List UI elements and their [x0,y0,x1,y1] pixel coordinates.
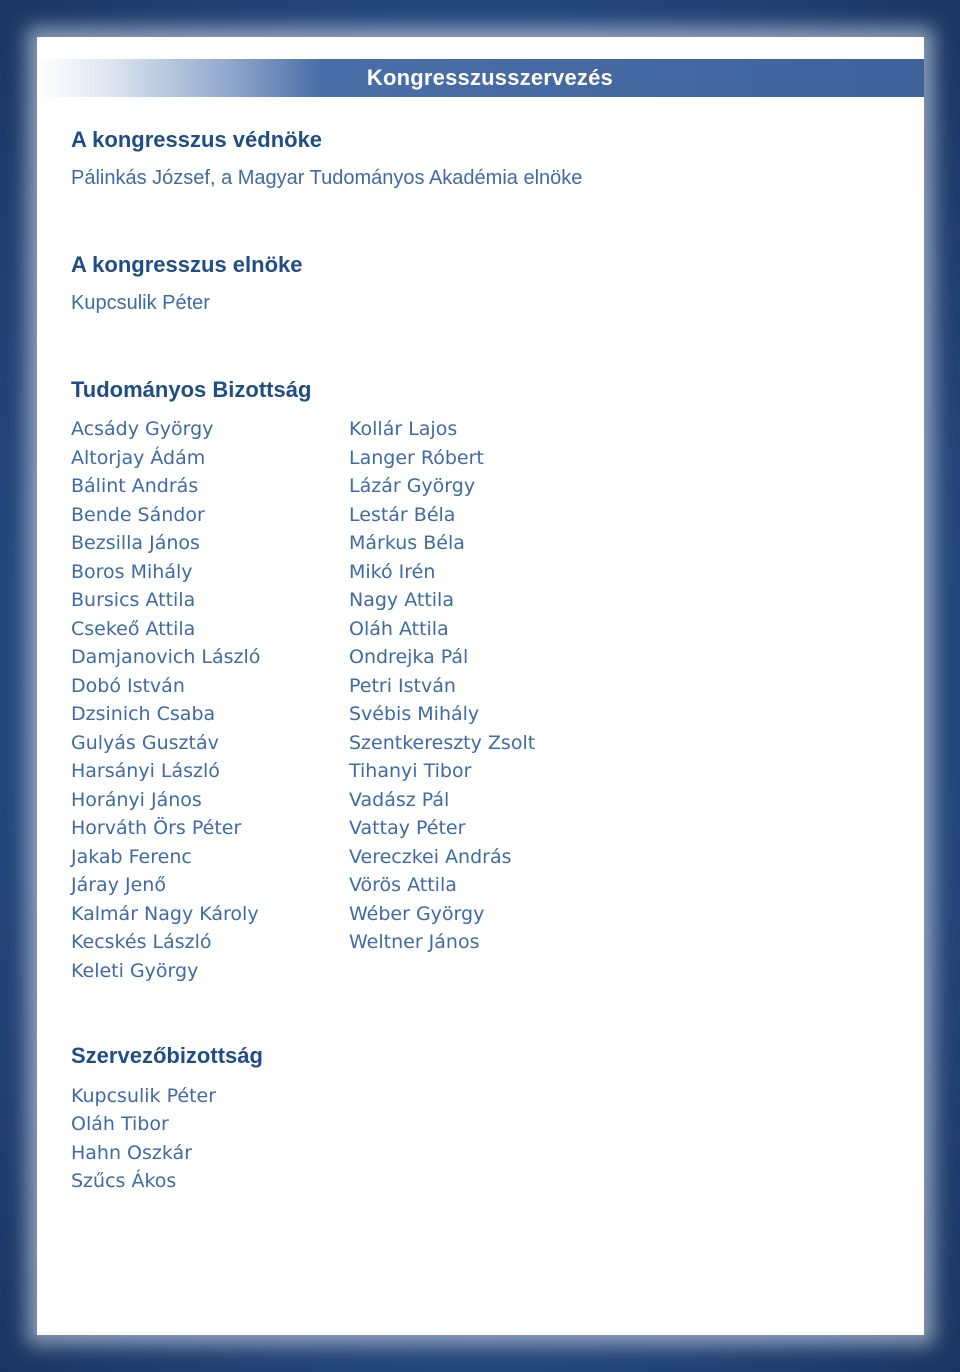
member-name: Petri István [349,674,456,697]
member-name: Márkus Béla [349,532,465,554]
member-name: Vadász Pál [349,788,450,811]
scientific-committee-column-1 [71,415,260,985]
organizing-committee-list [71,1082,216,1196]
member-name: Wéber György [349,902,485,925]
member-name: Kalmár Nagy Károly [71,902,259,925]
member-name: Szentkereszty Zsolt [349,731,536,754]
organizing-committee-heading: Szervezőbizottság [71,1043,263,1068]
member-name: Horányi János [71,788,202,811]
member-name: Bende Sándor [71,503,205,526]
member-name: Tihanyi Tibor [349,760,472,782]
member-name: Szűcs Ákos [71,1170,177,1193]
member-name: Dobó István [71,674,185,697]
member-name: Nagy Attila [349,589,454,611]
member-name: Csekeő Attila [71,617,196,640]
member-name: Svébis Mihály [349,703,480,725]
member-name: Bursics Attila [71,589,196,611]
member-name: Kupcsulik Péter [71,1085,217,1107]
member-name: Oláh Attila [349,617,449,640]
member-name: Altorjay Ádám [71,446,206,469]
member-name: Vörös Attila [349,874,457,896]
member-name: Gulyás Gusztáv [71,731,219,754]
member-name: Hahn Oszkár [71,1141,193,1164]
member-name: Dzsinich Csaba [71,703,216,725]
scientific-committee-column-2 [349,415,535,957]
document-page [37,37,924,1335]
member-name: Kollár Lajos [349,418,458,440]
president-name: Kupcsulik Péter [71,292,210,314]
member-name: Bezsilla János [71,532,200,554]
member-name: Keleti György [71,959,199,982]
section-banner [37,59,924,97]
member-name: Ondrejka Pál [349,646,469,668]
member-name: Mikó Irén [349,560,436,583]
member-name: Weltner János [349,931,480,953]
member-name: Vattay Péter [349,817,466,839]
patron-name: Pálinkás József, a Magyar Tudományos Akadémia elnöke [71,167,583,189]
member-name: Oláh Tibor [71,1113,169,1136]
member-name: Kecskés László [71,931,212,953]
banner-title: Kongresszusszervezés [366,65,613,90]
member-name: Langer Róbert [349,446,484,469]
member-name: Damjanovich László [71,646,261,668]
member-name: Boros Mihály [71,560,193,583]
member-name: Jakab Ferenc [71,845,192,868]
member-name: Horváth Örs Péter [71,817,242,839]
scientific-committee-heading: Tudományos Bizottság [71,377,312,402]
member-name: Vereczkei András [349,845,512,868]
member-name: Acsády György [71,418,214,440]
member-name: Járay Jenő [71,874,166,896]
president-heading: A kongresszus elnöke [71,252,303,277]
member-name: Bálint András [71,475,199,497]
member-name: Lázár György [349,475,476,497]
member-name: Lestár Béla [349,503,456,526]
patron-heading: A kongresszus védnöke [71,127,323,152]
member-name: Harsányi László [71,760,220,782]
